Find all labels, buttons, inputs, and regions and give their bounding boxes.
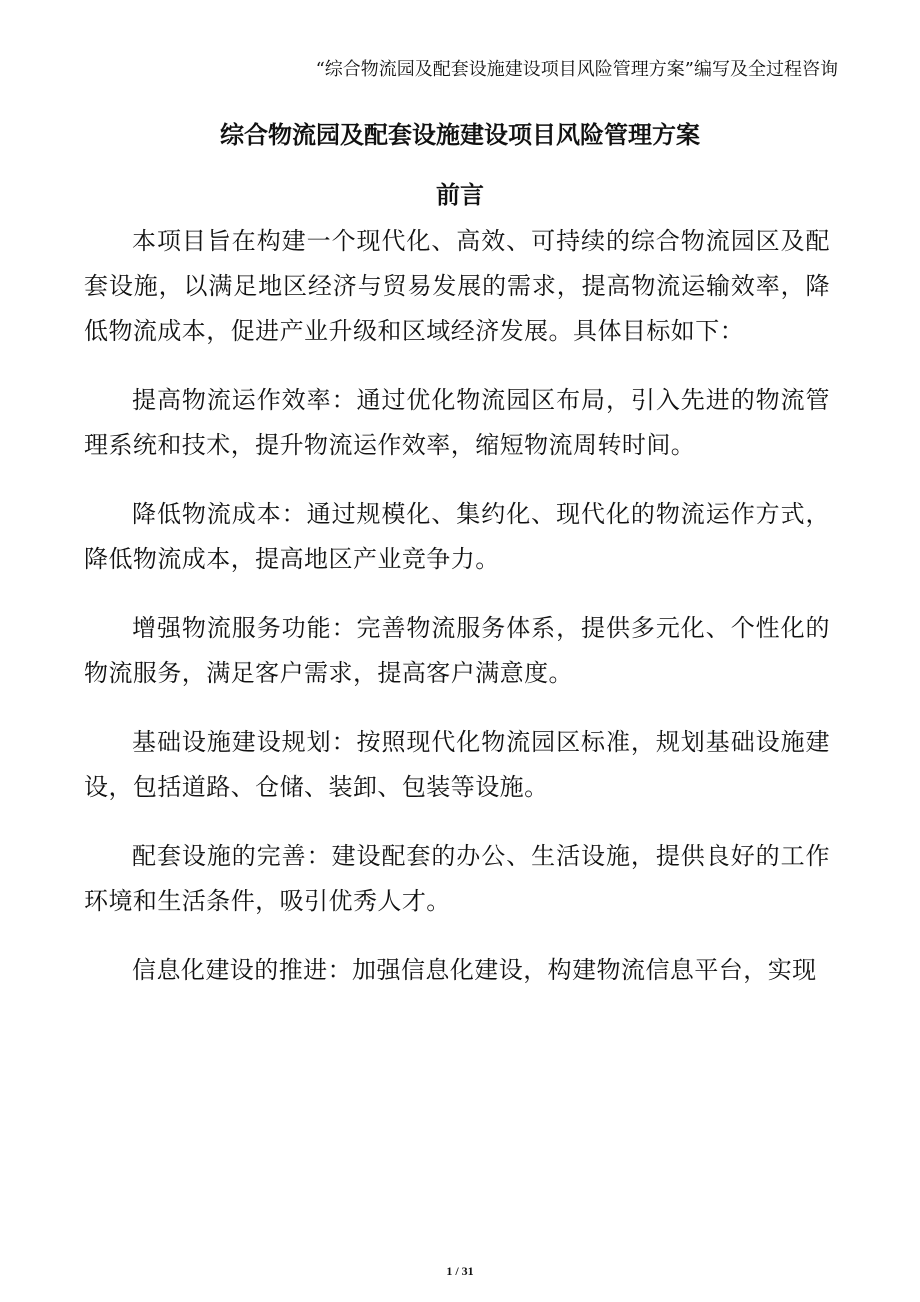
paragraph: 配套设施的完善：建设配套的办公、生活设施，提供良好的工作环境和生活条件，吸引优秀人才。 (84, 842, 830, 915)
paragraph: 降低物流成本：通过规模化、集约化、现代化的物流运作方式，降低物流成本，提高地区产业竞争力。 (84, 500, 830, 573)
paragraph: 本项目旨在构建一个现代化、高效、可持续的综合物流园区及配套设施，以满足地区经济与贸易发展的需求，提高物流运输效率，降低物流成本，促进产业升级和区域经济发展。具体目标如下： (84, 227, 830, 345)
paragraph: 提高物流运作效率：通过优化物流园区布局，引入先进的物流管理系统和技术，提升物流运作效率，缩短物流周转时间。 (84, 386, 830, 459)
body-text (84, 219, 830, 1017)
paragraph: 基础设施建设规划：按照现代化物流园区标准，规划基础设施建设，包括道路、仓储、装卸、包装等设施。 (84, 728, 830, 801)
running-header: “综合物流园及配套设施建设项目风险管理方案”编写及全过程咨询 (315, 59, 838, 80)
paragraph: 增强物流服务功能：完善物流服务体系，提供多元化、个性化的物流服务，满足客户需求，提高客户满意度。 (84, 614, 830, 687)
paragraph: 信息化建设的推进：加强信息化建设，构建物流信息平台，实现 (132, 956, 817, 984)
section-heading: 前言 (436, 180, 484, 209)
document-title: 综合物流园及配套设施建设项目风险管理方案 (220, 120, 700, 149)
page-number: 1 / 31 (446, 1264, 474, 1278)
